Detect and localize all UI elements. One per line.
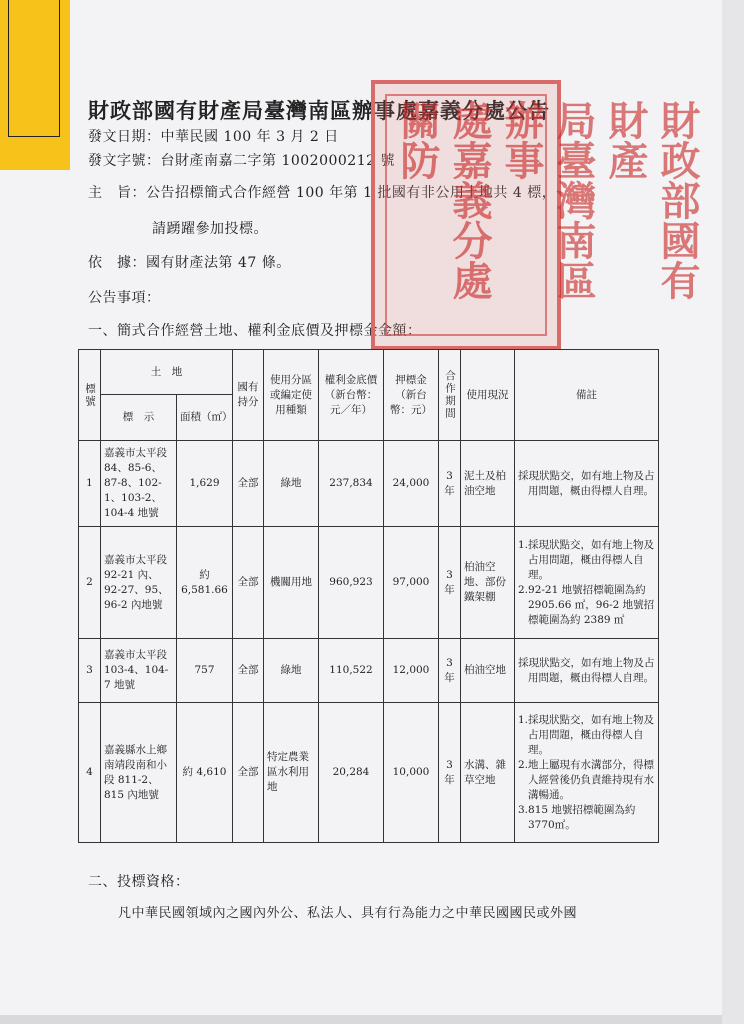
zoning: 綠地: [264, 441, 319, 527]
table-row: [79, 639, 659, 703]
header-area: 面積（㎡）: [177, 395, 233, 441]
deposit: 10,000: [384, 703, 439, 843]
term: 3年: [439, 639, 461, 703]
header-location: 標 示: [101, 395, 177, 441]
table-row: [79, 703, 659, 843]
notice-heading: 公告事項：: [88, 290, 161, 306]
subject-line-2: 請踴躍參加投標。: [152, 221, 268, 237]
remarks: 1.採現狀點交，如有地上物及占用問題，概由得標人自理。 2.地上屬現有水溝部分，得標人經營後仍負責維持現有水溝暢通。 3.815 地號招標範圍為約 3770㎡。: [515, 703, 659, 843]
land-area: 約 4,610: [177, 703, 233, 843]
section2-heading: 二、投標資格：: [88, 874, 190, 890]
ownership: 全部: [233, 703, 264, 843]
land-area: 1,629: [177, 441, 233, 527]
zoning: 機關用地: [264, 527, 319, 639]
issue-date: 發文日期：中華民國 100 年 3 月 2 日: [88, 129, 339, 145]
deposit: 24,000: [384, 441, 439, 527]
official-seal: [371, 80, 701, 350]
land-location: 嘉義市太平段 92-21 內、92-27、95、96-2 內地號: [101, 527, 177, 639]
royalty: 237,834: [319, 441, 384, 527]
scan-edge: [722, 0, 744, 1024]
seal-column: 處嘉義分處關防: [394, 100, 493, 300]
current-use: 泥土及柏油空地: [461, 441, 515, 527]
land-table: [78, 349, 659, 843]
section2-text: 凡中華民國領域內之國內外公、私法人、具有行為能力之中華民國國民或外國: [118, 906, 578, 921]
header-current-use: 使用現況: [461, 350, 515, 441]
land-area: 757: [177, 639, 233, 703]
remarks: 採現狀點交，如有地上物及占用問題，概由得標人自理。: [515, 639, 659, 703]
subject-line-1: 主 旨：公告招標簡式合作經營 100 年第 1 批國有非公用土地共 4 標，: [88, 185, 557, 201]
header-deposit: 押標金（新台幣：元）: [384, 350, 439, 441]
zoning: 特定農業區水利用地: [264, 703, 319, 843]
header-royalty: 權利金底價（新台幣：元／年）: [319, 350, 384, 441]
document-title: 財政部國有財產局臺灣南區辦事處嘉義分處公告: [88, 98, 550, 123]
seal-column: 局臺灣南區辦事: [498, 100, 597, 300]
ownership: 全部: [233, 441, 264, 527]
deposit: 12,000: [384, 639, 439, 703]
header-term: 合作期間: [439, 350, 461, 441]
header-ownership: 國有持分: [233, 350, 264, 441]
header-remarks: 備註: [515, 350, 659, 441]
term: 3年: [439, 441, 461, 527]
table-row: [79, 441, 659, 527]
royalty: 960,923: [319, 527, 384, 639]
term: 3年: [439, 703, 461, 843]
zoning: 綠地: [264, 639, 319, 703]
royalty: 20,284: [319, 703, 384, 843]
sticky-tab: [0, 0, 70, 170]
ownership: 全部: [233, 639, 264, 703]
lot-no: 2: [79, 527, 101, 639]
current-use: 柏油空地: [461, 639, 515, 703]
table-row: [79, 527, 659, 639]
remarks: 採現狀點交，如有地上物及占用問題，概由得標人自理。: [515, 441, 659, 527]
land-location: 嘉義市太平段 103-4、104-7 地號: [101, 639, 177, 703]
lot-no: 3: [79, 639, 101, 703]
remarks: 1.採現狀點交，如有地上物及占用問題，概由得標人自理。 2.92-21 地號招標範圍為約 2905.66 ㎡，96-2 地號招標範圍為約 2389 ㎡: [515, 527, 659, 639]
header-lot-no: 標號: [79, 350, 101, 441]
land-location: 嘉義縣水上鄉南靖段南和小段 811-2、815 內地號: [101, 703, 177, 843]
term: 3年: [439, 527, 461, 639]
section1-heading: 一、簡式合作經營土地、權利金底價及押標金金額：: [88, 323, 422, 339]
lot-no: 4: [79, 703, 101, 843]
deposit: 97,000: [384, 527, 439, 639]
current-use: 水溝、雜草空地: [461, 703, 515, 843]
legal-basis: 依 據：國有財產法第 47 條。: [88, 255, 291, 271]
current-use: 柏油空地、部份鐵架棚: [461, 527, 515, 639]
header-zoning: 使用分區或編定使用種類: [264, 350, 319, 441]
land-area: 約 6,581.66: [177, 527, 233, 639]
land-location: 嘉義市太平段 84、85-6、87-8、102-1、103-2、104-4 地號: [101, 441, 177, 527]
ownership: 全部: [233, 527, 264, 639]
royalty: 110,522: [319, 639, 384, 703]
document-number: 發文字號：台財產南嘉二字第 1002000212 號: [88, 153, 395, 169]
lot-no: 1: [79, 441, 101, 527]
header-land: 土 地: [101, 350, 233, 395]
seal-column: 財政部國有財產: [602, 100, 701, 300]
